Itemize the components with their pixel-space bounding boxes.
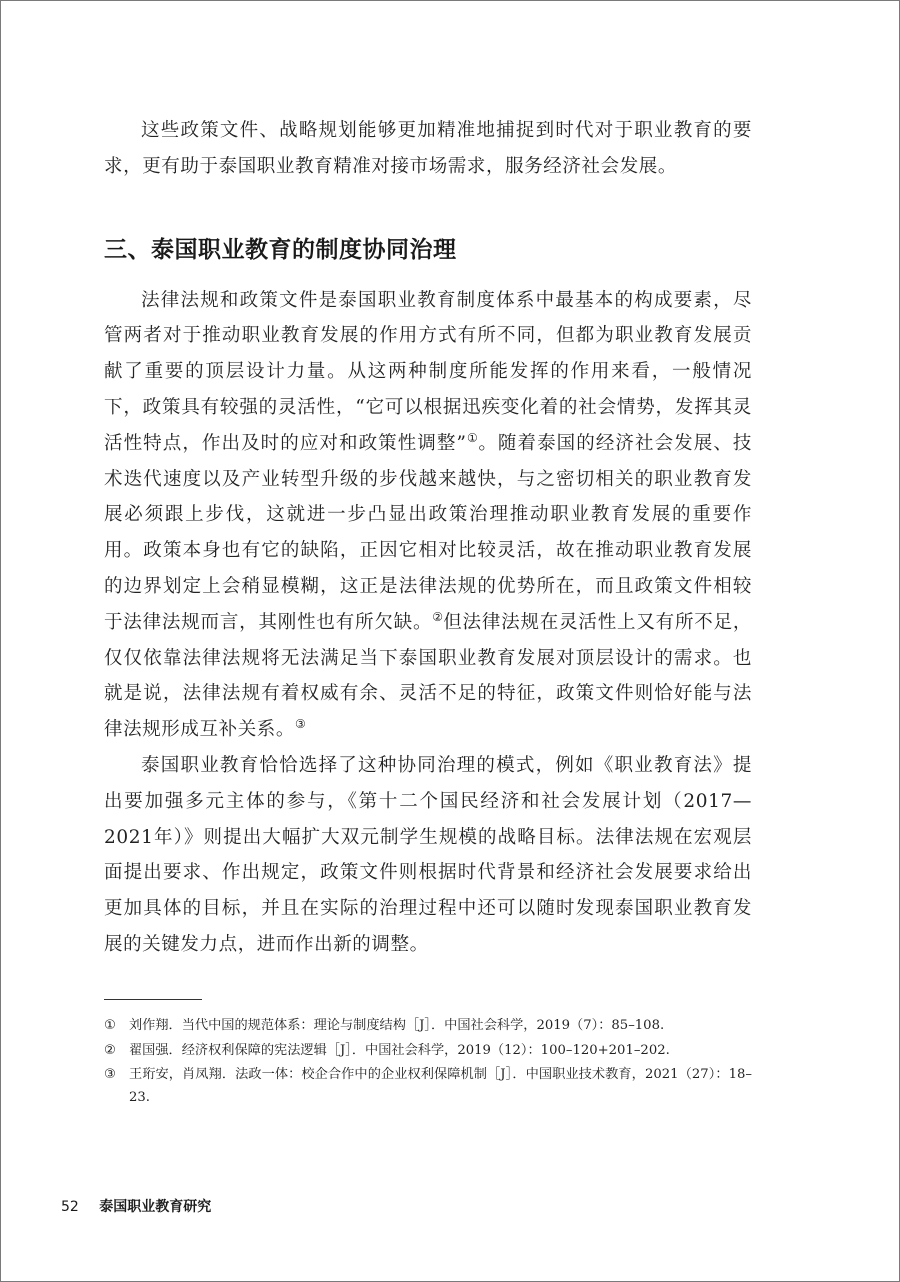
page-footer [61, 1196, 211, 1216]
paragraph-2 [104, 283, 752, 748]
footnote-mark: ① [104, 1018, 116, 1033]
footnote-text: 翟国强．经济权利保障的宪法逻辑［J］．中国社会科学，2019（12）：100–120+201–202. [129, 1042, 670, 1058]
paragraph-2-text-3: 但法律法规在灵活性上又有所不足，仅仅依靠法律法规将无法满足当下泰国职业教育发展对顶层设计的需求。也就是说，法律法规有着权威有余、灵活不足的特征，政策文件则恰好能与法律法规形成互补关系。 [104, 611, 752, 741]
paragraph-2-text-2: 。随着泰国的经济社会发展、技术迭代速度以及产业转型升级的步伐越来越快，与之密切相关的职业教育发展必须跟上步伐，这就进一步凸显出政策治理推动职业教育发展的重要作用。政策本身也有它的缺陷，正因它相对比较灵活，故在推动职业教育发展的边界划定上会稍显模糊，这正是法律法规的优势所在，而且政策文件相较于法律法规而言，其刚性也有所欠缺。 [104, 432, 753, 633]
paragraph-3: 泰国职业教育恰恰选择了这种协同治理的模式，例如《职业教育法》提出要加强多元主体的参与，《第十二个国民经济和社会发展计划（2017—2021年）》则提出大幅扩大双元制学生规模的战略目标。法律法规在宏观层面提出要求、作出规定，政策文件则根据时代背景和经济社会发展要求给出更加具体的目标，并且在实际的治理过程中还可以随时发现泰国职业教育发展的关键发力点，进而作出新的调整。 [104, 754, 752, 955]
footnote-ref-1[interactable]: ① [466, 430, 479, 445]
main-text [104, 113, 752, 963]
footnote-ref-2[interactable]: ② [432, 609, 444, 624]
footnote-mark: ③ [104, 1067, 116, 1082]
footnote-divider [104, 999, 202, 1000]
page-number: 52 [61, 1199, 79, 1215]
footnote-mark: ② [104, 1042, 116, 1058]
footnote-ref-3[interactable]: ③ [295, 717, 306, 731]
paragraph-1: 这些政策文件、战略规划能够更加精准地捕捉到时代对于职业教育的要求，更有助于泰国职业教育精准对接市场需求，服务经济社会发展。 [104, 120, 752, 177]
footnote-1 [104, 1015, 752, 1038]
footnote-2 [104, 1040, 752, 1063]
footnote-text: 王珩安，肖凤翔．法政一体：校企合作中的企业权利保障机制［J］．中国职业技术教育，2021（27）：18–23. [129, 1067, 752, 1105]
running-title: 泰国职业教育研究 [99, 1199, 212, 1215]
footnote-text: 刘作翔．当代中国的规范体系：理论与制度结构［J］．中国社会科学，2019（7）：85–108. [129, 1018, 665, 1033]
footnotes [104, 1015, 752, 1111]
paragraph-2-text-1: 法律法规和政策文件是泰国职业教育制度体系中最基本的构成要素，尽管两者对于推动职业教育发展的作用方式有所不同，但都为职业教育发展贡献了重要的顶层设计力量。从这两种制度所能发挥的作用来看，一般情况下，政策具有较强的灵活性，“它可以根据迅疾变化着的社会情势，发挥其灵活性特点，作出及时的应对和政策性调整” [104, 289, 752, 454]
footnote-3 [104, 1064, 752, 1109]
section-heading: 三、泰国职业教育的制度协同治理 [104, 236, 457, 263]
